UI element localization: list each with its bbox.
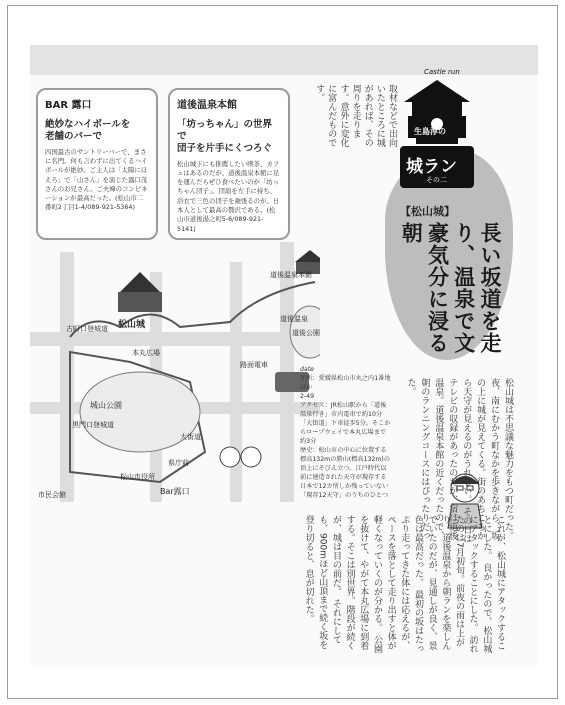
map-label-okaido: 大街道 [180,433,201,441]
map-label-dogo-park: 道後公園 [292,329,320,337]
info-text: 住所：愛媛県松山市丸之内1番地ほか 2-49 アクセス：JR松山駅から「道後温泉行き」市内電車で約10分「大街道」下車徒歩5分。そこからロープウェイで本丸広場まで約3分 歴史：松山市の中心に位置する標高132mの勝山(標高132m)の頂上にそびえ立つ。江戸時代以前に建造された天守が現存する日本で12カ所しか残っていない「現存12天守」のうちのひとつ [300,374,391,499]
map-label-bar-tsuyuguchi: Bar露口 [160,487,190,496]
info-label: date [300,366,314,373]
series-logo [396,68,478,192]
part-label: その二 [426,176,447,184]
article-headline: 長い坂道を走り、温泉で文豪気分に浸る朝 [399,222,502,354]
card-body: 松山城下にも推薦したい喫茶、カフェはあるのだが、道後温泉本館に足を運んだらぜひ食べたいのが「坊っちゃん団子」。団扇を左手に持ち、浴衣で三色の団子を頬張るのが、日本人として最高の贅沢である。(松山市道後湯之町5-6/089-921-5141) [177,159,280,233]
card-subtitle: 絶妙なハイボールを 老舗のバーで [45,119,131,142]
author-name: 生島淳の [414,127,446,136]
map-label-tram: 路面電車 [240,361,268,369]
map-label-matsuyama-castle: 松山城 [118,320,146,330]
bar-tsuyuguchi-card [36,88,158,240]
map-label-dogo-onsen: 道後温泉 [280,315,308,323]
castle-info [300,366,392,501]
series-title: 城ラン [406,157,457,177]
castle-run-label: Castle run [424,68,460,76]
card-subtitle: 「坊っちゃん」の世界で 団子を片手にくつろぐ [177,119,273,154]
map-label-kuromon-trail: 黒門口登城道 [72,421,114,429]
map-label-furumachi-trail: 古町口登城道 [66,325,108,333]
castle-subtitle: 【松山城】 [400,205,455,218]
card-title: BAR 露口 [45,100,92,111]
page-header-band [30,45,538,75]
map-label-city-hall: 松山市役所 [120,473,155,481]
card-body: 四国最古のサントリーバーで、まさに名門。何も言わずに出てくるハイボールが絶妙。ご主人は「太陽にほえろ」で「山さん」を演じた露口茂さんのお兄さん。ご夫婦のコンビネーションが最高だった。(松山市二番町2丁目1-4/089-921-5364) [45,147,148,212]
route-map [30,232,320,502]
map-label-civic-hall: 市民会館 [38,491,66,499]
dogo-onsen-card [168,88,290,240]
article-body: これが、松山城にアタックすることにした。 良かったので、松山城にアタックすることにした。 訪れたのは7月初旬。前夜の雨は上がり、道後温泉から朝ランを楽しんでいたのだが、見通しが良く、景色は最高だった。 最初の坂はたっぷり走ってきた体には応えるが、ペースを落として走り出すと体が軽くなっていくのが分かる。 公園を抜けて、やがて本丸広場に到着する。そこは別世界。階段が続くが、城は目の前だ。 それにしても、900mほど山頂まで続く坂を登り切ると、息が切れた。 [303,515,505,653]
series-intro: 取材などで出向いたところに城があれば、その周りを走ります。意外に変化に富んだものです。 [314,84,397,147]
card-title: 道後温泉本館 [177,100,237,111]
article-body-right: 松山城は不思議な魅力をもつ町だった。夜、南にむかう町なかを歩きながら、坂の上に城が見えてくる。街のあちこちから天守が見えるのがうれしい。 その日はテレビの収録があったのだが、宿は道後温泉。道後温泉本館の近くだったので、朝のランニングコースにはぴったりだった。 [405,378,513,543]
map-label-dogo-honkan: 道後温泉本館 [270,271,312,279]
map-label-kencho-mae: 県庁前 [168,459,189,467]
map-label-shiroyama-park: 城山公園 [90,401,122,410]
map-label-honmaru-plaza: 本丸広場 [132,349,160,357]
